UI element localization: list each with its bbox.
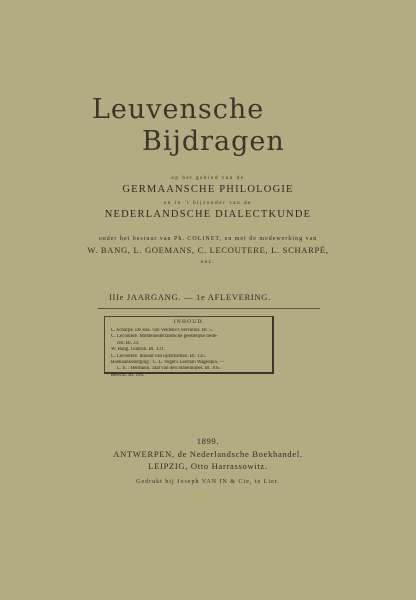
editors-line-3: enz.	[200, 260, 216, 265]
title-line-1: Leuvensche	[92, 94, 265, 125]
contents-entry: C. Lecoutere. Inhoud van tijdschriften. Bl. 135.	[111, 353, 206, 359]
contents-entry: Bericht. Bl. 106.	[111, 372, 145, 378]
subtitle-line-3: en in 't bijzonder van de	[164, 201, 252, 206]
title-line-2: Bijdragen	[142, 126, 285, 157]
contents-entry: ren. Bl. 23.	[117, 340, 140, 346]
contents-entry: C. Lecoutere. Middelnederlandsche geestelijke liede-	[111, 334, 218, 340]
publisher-line-2: LEIPZIG, Otto Harrassowitz.	[148, 461, 268, 471]
editors-line-2: W. BANG, L. GOEMANS, C. LECOUTERE, L. SCHARPÉ,	[87, 245, 329, 255]
subtitle-line-2: GERMAANSCHE PHILOLOGIE	[122, 184, 294, 195]
publisher-line-1: ANTWERPEN, de Nederlandsche Boekhandel.	[113, 449, 303, 459]
subtitle-line-1: op het gebied van de	[171, 176, 245, 181]
contents-entry: Boekaankondiging : C. L. Vogel's Leeman Wagenpin. —	[111, 360, 225, 366]
subtitle-line-4: NEDERLANDSCHE DIALECTKUNDE	[104, 209, 312, 220]
year: 1899.	[196, 436, 220, 446]
printer-line: Gedrukt bij Joseph VAN IN & Cie, te Lier.	[136, 479, 280, 485]
contents-entry: W. Bang. Gûdrun. Bl. 131.	[111, 347, 165, 353]
contents-entry: L. Scharpé. De Hss. van Veldeke's Servatius. Bl. 5.	[111, 328, 213, 333]
contents-heading: INHOUD.	[173, 319, 206, 325]
editors-line-1: onder het bestuur van Ph. COLINET, en met de medewerking van	[98, 236, 318, 242]
contents-box	[104, 316, 274, 378]
issue-rule	[98, 308, 320, 309]
issue-line: IIIe JAARGANG. — 1e AFLEVERING.	[109, 292, 271, 302]
contents-entry: L. S. : Hermann. Taal van den Statenbijbel. Bl. 105.	[117, 366, 221, 372]
